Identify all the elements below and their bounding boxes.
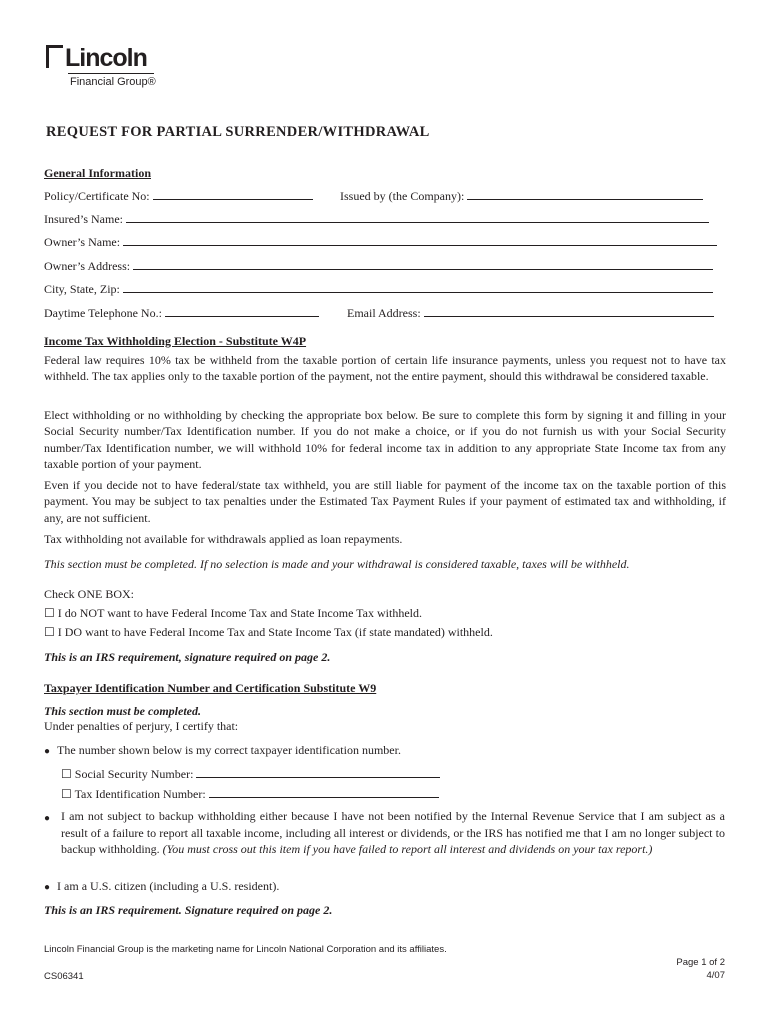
form-code: CS06341 xyxy=(44,971,84,982)
lincoln-logo-icon xyxy=(46,45,63,68)
phone-field[interactable] xyxy=(165,305,319,317)
w4p-paragraph-3: Even if you decide not to have federal/state tax withheld, you are still liable for payment of the income tax on the taxable portion of this payment. You may be subject to tax penalties under the Estimated Tax Payment Rules if your payment of estimated tax and withholding, if any, are not sufficient. xyxy=(44,478,726,525)
checkbox-icon[interactable]: ☐ xyxy=(61,787,72,801)
email-field[interactable] xyxy=(424,305,714,317)
checkbox-icon[interactable]: ☐ xyxy=(44,606,55,620)
policy-number-field[interactable] xyxy=(153,188,313,200)
city-state-zip-field[interactable] xyxy=(123,281,713,293)
bullet-icon: ● xyxy=(44,746,51,757)
w4p-paragraph-4: Tax withholding not available for withdrawals applied as loan repayments. xyxy=(44,532,403,546)
general-info-heading: General Information xyxy=(44,166,151,180)
ssn-row: ☐ Social Security Number: xyxy=(61,766,440,782)
w4p-required-note: This section must be completed. If no selection is made and your withdrawal is considered taxable, taxes will be withheld. xyxy=(44,557,630,571)
insured-name-field[interactable] xyxy=(126,211,709,223)
company-logo: Lincoln xyxy=(46,44,147,73)
phone-row: Daytime Telephone No.: xyxy=(44,305,319,321)
policy-row: Policy/Certificate No: xyxy=(44,188,313,204)
form-date: 4/07 xyxy=(706,970,725,981)
address-row: Owner’s Address: xyxy=(44,258,713,274)
backup-withholding-statement: I am not subject to backup withholding either because I have not been notified by the Internal Revenue Service that I am subject as a result of a failure to report all taxable income, including all interest or dividends, or the IRS has notified me that I am no longer subject to backup withholding. (You must cross out this item if you have failed to report all interest and dividends on your tax report.) xyxy=(61,809,725,856)
w4p-paragraph-1: Federal law requires 10% tax be withheld from the taxable portion of certain life insurance payments, unless you request not to have tax withheld. The tax applies only to the taxable portion of the payment, not the entire payment, should this withdrawal be considered taxable. xyxy=(44,353,726,384)
issued-by-field[interactable] xyxy=(467,188,703,200)
tin-row: ☐ Tax Identification Number: xyxy=(61,786,439,802)
checkbox-icon[interactable]: ☐ xyxy=(61,767,72,781)
w4p-irs-note: This is an IRS requirement, signature required on page 2. xyxy=(44,650,331,664)
w4p-heading: Income Tax Withholding Election - Substitute W4P xyxy=(44,334,307,348)
owner-row: Owner’s Name: xyxy=(44,234,717,250)
logo-subtitle: Financial Group® xyxy=(70,76,156,88)
bullet-item xyxy=(44,809,50,827)
logo-rule xyxy=(68,73,154,74)
w9-required-note: This section must be completed. xyxy=(44,704,201,718)
bullet-icon: ● xyxy=(44,813,51,824)
bullet-item: ● The number shown below is my correct taxpayer identification number. xyxy=(44,743,401,757)
city-row: City, State, Zip: xyxy=(44,281,713,297)
checkbox-icon[interactable]: ☐ xyxy=(44,625,55,639)
form-title: REQUEST FOR PARTIAL SURRENDER/WITHDRAWAL xyxy=(46,124,430,140)
issued-row: Issued by (the Company): xyxy=(340,188,703,204)
owner-address-field[interactable] xyxy=(133,258,713,270)
ssn-field[interactable] xyxy=(196,766,440,778)
perjury-statement: Under penalties of perjury, I certify that: xyxy=(44,719,239,733)
owner-name-field[interactable] xyxy=(123,234,717,246)
footer-marketing: Lincoln Financial Group is the marketing name for Lincoln National Corporation and its affiliates. xyxy=(44,944,447,955)
bullet-item: ● I am a U.S. citizen (including a U.S. resident). xyxy=(44,879,280,893)
option-no-withholding[interactable]: ☐ I do NOT want to have Federal Income Tax and State Income Tax withheld. xyxy=(44,606,422,620)
w4p-paragraph-2: Elect withholding or no withholding by checking the appropriate box below. Be sure to complete this form by signing it and filling in your Social Security number/Tax Identification number. If you do not make a choice, or if you do not furnish us with your Social Security number/Tax Identification number, we will withhold 10% for federal income tax in addition to any appropriate State Income tax from any taxable portion of your payment. xyxy=(44,408,726,471)
check-one-label: Check ONE BOX: xyxy=(44,587,134,601)
option-withholding[interactable]: ☐ I DO want to have Federal Income Tax and State Income Tax (if state mandated) withheld. xyxy=(44,625,493,639)
tin-field[interactable] xyxy=(209,786,439,798)
bullet-icon: ● xyxy=(44,882,51,893)
email-row: Email Address: xyxy=(347,305,714,321)
w9-heading: Taxpayer Identification Number and Certification Substitute W9 xyxy=(44,681,377,695)
w9-irs-note: This is an IRS requirement. Signature required on page 2. xyxy=(44,903,333,917)
insured-row: Insured’s Name: xyxy=(44,211,709,227)
page-number: Page 1 of 2 xyxy=(676,957,725,968)
